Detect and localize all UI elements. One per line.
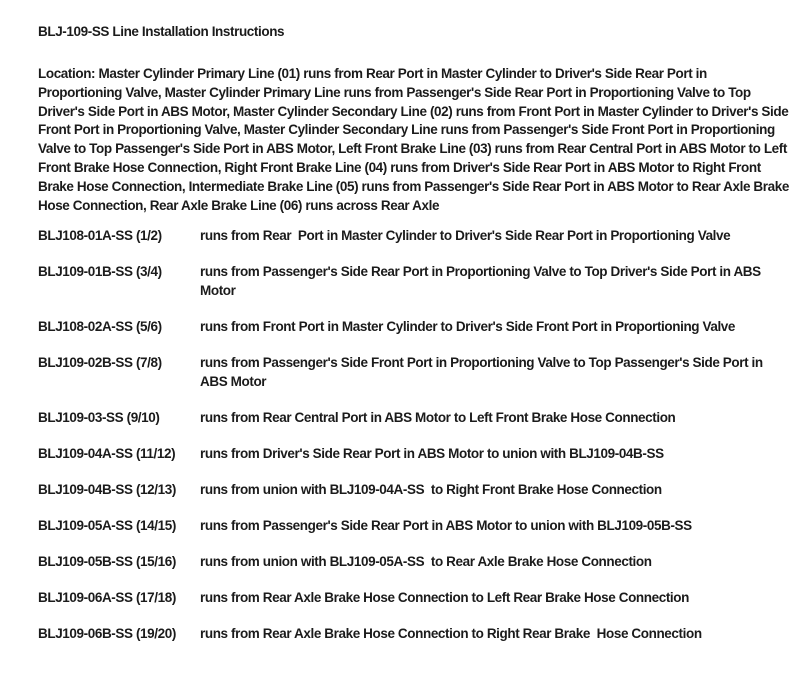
part-number-label: BLJ108-02A-SS (5/6): [38, 319, 162, 335]
line-route-description: runs from Passenger's Side Rear Port in Proportioning Valve to Top Driver's Side Port in ABS Motor: [200, 264, 765, 299]
line-route-description: runs from Passenger's Side Rear Port in ABS Motor to union with BLJ109-05B-SS: [200, 518, 692, 534]
document-title: BLJ-109-SS Line Installation Instructions: [38, 24, 285, 39]
location-paragraph: Location: Master Cylinder Primary Line (01) runs from Rear Port in Master Cylinder to Driver's Side Rear Port in Proportioning Valve, Master Cylinder Primary Line runs from Passenger's Side Rear Port in Proportioning Valve to Top Driver's Side Port in ABS Motor, Master Cylinder Secondary Line (02) runs from Front Port in Master Cylinder to Driver's Side Front Port in Proportioning Valve, Master Cylinder Secondary Line runs from Passenger's Side Front Port in Proportioning Valve to Top Passenger's Side Port in ABS Motor, Left Front Brake Line (03) runs from Rear Central Port in ABS Motor to Left Front Brake Hose Connection, Right Front Brake Line (04) runs from Driver's Side Rear Port in ABS Motor to Right Front Brake Hose Connection, Intermediate Brake Line (05) runs from Passenger's Side Rear Port in ABS Motor to Rear Axle Brake Hose Connection, Rear Axle Brake Line (06) runs across Rear Axle: [38, 66, 793, 213]
line-item-row: [38, 262, 790, 300]
part-number-label: BLJ109-05B-SS (15/16): [38, 554, 176, 570]
line-route-description: runs from Rear Central Port in ABS Motor to Left Front Brake Hose Connection: [200, 410, 676, 426]
line-item-row: [38, 444, 790, 463]
line-route-description: runs from Rear Axle Brake Hose Connection to Right Rear Brake Hose Connection: [200, 626, 702, 642]
line-item-row: [38, 516, 790, 535]
line-item-row: [38, 588, 790, 607]
line-route-description: runs from Passenger's Side Front Port in Proportioning Valve to Top Passenger's Side Port in ABS Motor: [200, 355, 766, 390]
part-number-label: BLJ109-03-SS (9/10): [38, 410, 160, 426]
line-item-row: [38, 624, 790, 643]
line-item-row: [38, 480, 790, 499]
line-item-row: [38, 226, 790, 245]
part-number-label: BLJ109-02B-SS (7/8): [38, 355, 162, 371]
line-item-row: [38, 408, 790, 427]
line-route-description: runs from Driver's Side Rear Port in ABS Motor to union with BLJ109-04B-SS: [200, 446, 664, 462]
line-route-description: runs from Front Port in Master Cylinder to Driver's Side Front Port in Proportioning Valve: [200, 319, 736, 335]
line-item-list: [38, 226, 790, 643]
line-route-description: runs from union with BLJ109-05A-SS to Rear Axle Brake Hose Connection: [200, 554, 652, 570]
line-route-description: runs from Rear Axle Brake Hose Connection to Left Rear Brake Hose Connection: [200, 590, 689, 606]
line-item-row: [38, 353, 790, 391]
part-number-label: BLJ109-06B-SS (19/20): [38, 626, 176, 642]
part-number-label: BLJ109-06A-SS (17/18): [38, 590, 176, 606]
line-route-description: runs from Rear Port in Master Cylinder to Driver's Side Rear Port in Proportioning Valve: [200, 228, 731, 244]
part-number-label: BLJ108-01A-SS (1/2): [38, 228, 162, 244]
part-number-label: BLJ109-04B-SS (12/13): [38, 482, 176, 498]
line-item-row: [38, 317, 790, 336]
part-number-label: BLJ109-01B-SS (3/4): [38, 264, 162, 280]
line-route-description: runs from union with BLJ109-04A-SS to Right Front Brake Hose Connection: [200, 482, 662, 498]
part-number-label: BLJ109-04A-SS (11/12): [38, 446, 176, 462]
part-number-label: BLJ109-05A-SS (14/15): [38, 518, 176, 534]
line-item-row: [38, 552, 790, 571]
